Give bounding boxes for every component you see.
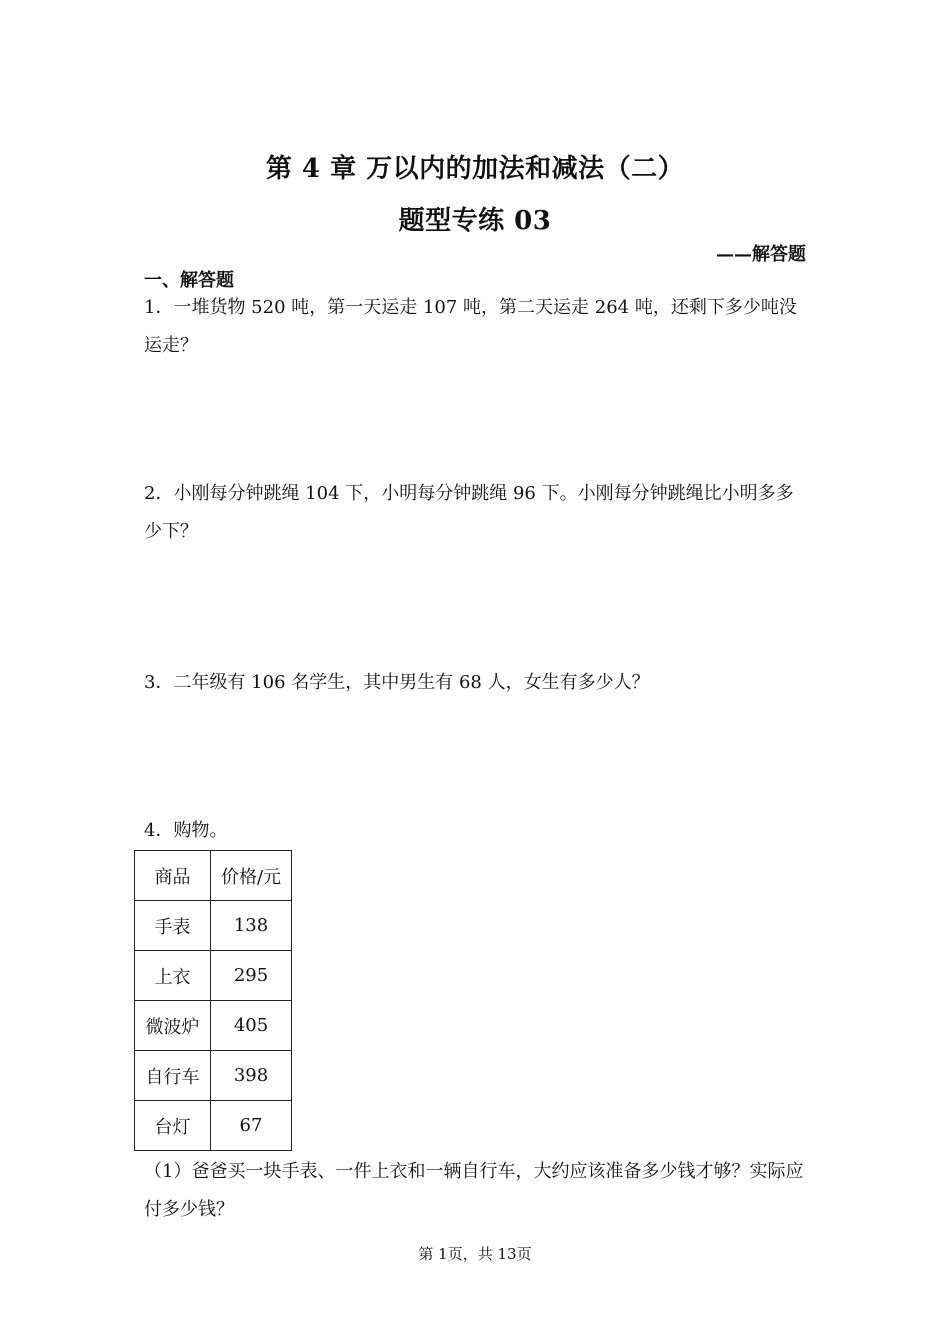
table-row bbox=[135, 951, 292, 1001]
table-header-cell: 商品 bbox=[135, 851, 211, 901]
question-3: 3．二年级有 106 名学生，其中男生有 68 人，女生有多少人？ bbox=[144, 672, 650, 693]
section-heading: 一、解答题 bbox=[144, 270, 234, 291]
question-1: 1．一堆货物 520 吨，第一天运走 107 吨，第二天运走 264 吨，还剩下多少吨没运走？ bbox=[144, 297, 797, 356]
question-4: 4．购物。 bbox=[144, 820, 228, 841]
table-cell: 405 bbox=[211, 1001, 292, 1051]
table-cell: 398 bbox=[211, 1051, 292, 1101]
page-title: 第 4 章 万以内的加法和减法（二） bbox=[265, 154, 685, 184]
table-cell: 上衣 bbox=[135, 951, 211, 1001]
table-row bbox=[135, 901, 292, 951]
table-row bbox=[135, 1051, 292, 1101]
table-cell: 自行车 bbox=[135, 1051, 211, 1101]
table-cell: 手表 bbox=[135, 901, 211, 951]
page-number: 第 1页，共 13页 bbox=[418, 1245, 532, 1263]
price-table bbox=[134, 850, 292, 1151]
table-row bbox=[135, 1101, 292, 1151]
table-cell: 67 bbox=[211, 1101, 292, 1151]
question-2: 2．小刚每分钟跳绳 104 下，小明每分钟跳绳 96 下。小刚每分钟跳绳比小明多多少下？ bbox=[144, 483, 794, 542]
table-row bbox=[135, 1001, 292, 1051]
sub-question-1: （1）爸爸买一块手表、一件上衣和一辆自行车，大约应该准备多少钱才够？实际应付多少钱？ bbox=[144, 1161, 804, 1220]
page-subtitle: 题型专练 03 bbox=[398, 206, 552, 236]
table-cell: 295 bbox=[211, 951, 292, 1001]
question-type-note: ——解答题 bbox=[716, 244, 806, 265]
table-cell: 微波炉 bbox=[135, 1001, 211, 1051]
table-header-cell: 价格/元 bbox=[211, 851, 292, 901]
table-cell: 台灯 bbox=[135, 1101, 211, 1151]
table-header-row bbox=[135, 851, 292, 901]
table-cell: 138 bbox=[211, 901, 292, 951]
